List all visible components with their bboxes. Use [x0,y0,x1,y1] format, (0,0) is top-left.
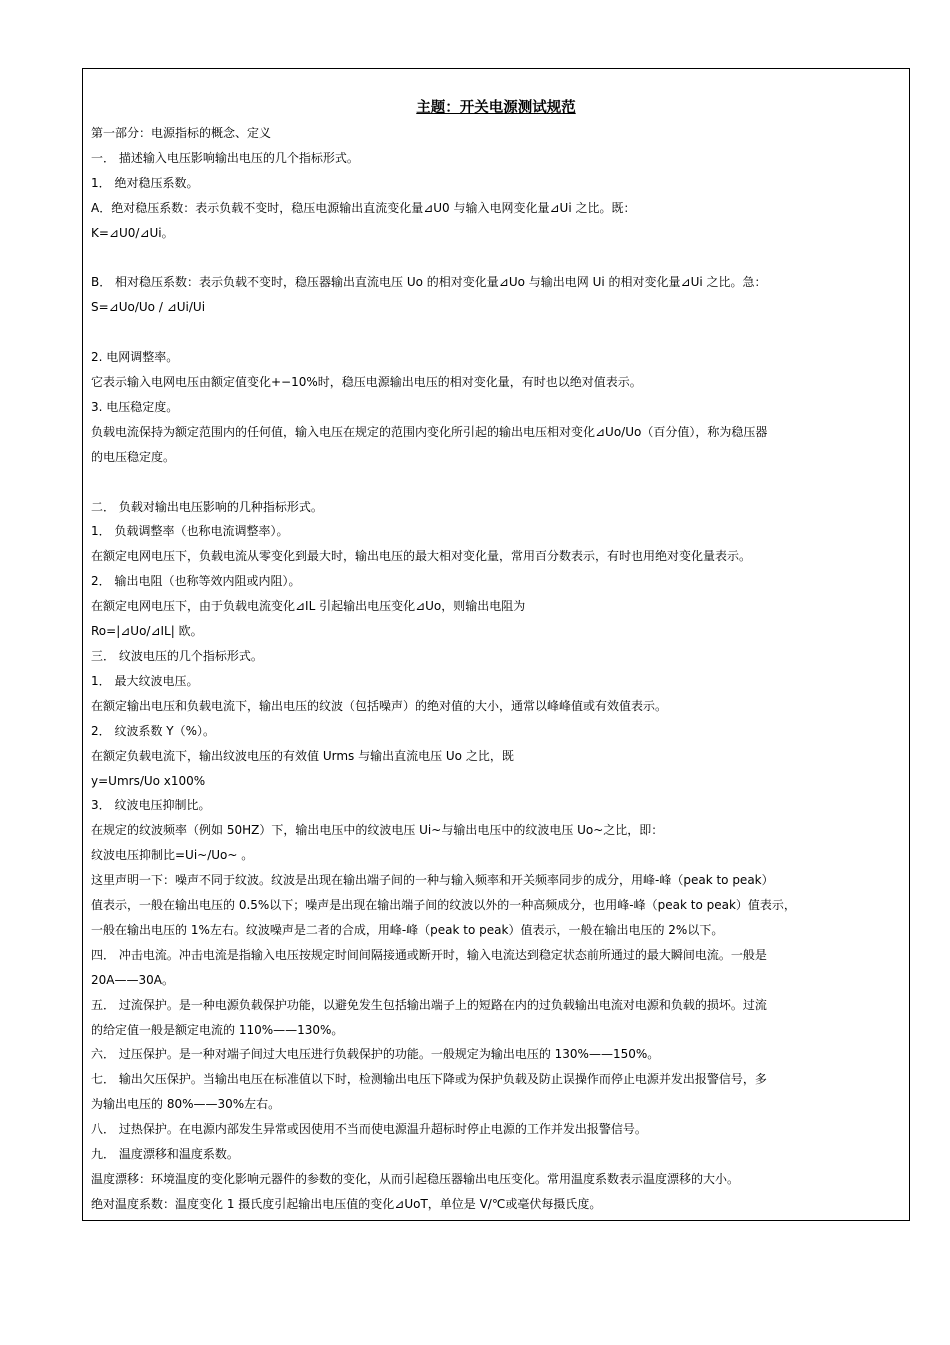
text-line: 2． 输出电阻（也称等效内阻或内阻）。 [91,574,301,589]
text-line: 1． 负载调整率（也称电流调整率）。 [91,524,289,539]
text-line: 温度漂移：环境温度的变化影响元器件的参数的变化，从而引起稳压器输出电压变化。常用温度系数表示温度漂移的大小。 [91,1172,740,1187]
text-line: 在额定电网电压下，负载电流从零变化到最大时，输出电压的最大相对变化量，常用百分数表示，有时也用绝对变化量表示。 [91,549,752,564]
text-line: 九． 温度漂移和温度系数。 [91,1147,239,1162]
text-line: 纹波电压抑制比=Ui~/Uo~ 。 [91,848,254,863]
text-line: S=⊿Uo/Uo / ⊿Ui/Ui [91,300,206,315]
text-line: 一般在输出电压的 1%左右。纹波噪声是二者的合成，用峰-峰（peak to peak）值表示，一般在输出电压的 2%以下。 [91,922,724,937]
text-line: 在规定的纹波频率（例如 50HZ）下，输出电压中的纹波电压 Ui~与输出电压中的纹波电压 Uo~之比，即： [91,823,664,838]
text-line: 值表示，一般在输出电压的 0.5%以下；噪声是出现在输出端子间的纹波以外的一种高频成分，也用峰-峰（peak to peak）值表示， [91,898,796,913]
text-line: 这里声明一下：噪声不同于纹波。纹波是出现在输出端子间的一种与输入频率和开关频率同步的成分，用峰-峰（peak to peak） [91,873,774,888]
text-line: 二． 负载对输出电压影响的几种指标形式。 [91,499,323,514]
text-line: 第一部分：电源指标的概念、定义 [91,126,272,140]
text-line: 的给定值一般是额定电流的 110%——130%。 [91,1022,344,1037]
text-line: 绝对温度系数：温度变化 1 摄氏度引起输出电压值的变化⊿UoT，单位是 V/℃或毫伏每摄氏度。 [91,1196,602,1211]
text-line: 三． 纹波电压的几个指标形式。 [91,648,263,663]
text-line: y=Umrs/Uo x100% [91,773,206,788]
text-line: 20A——30A。 [91,972,174,987]
text-line: 一． 描述输入电压影响输出电压的几个指标形式。 [91,150,359,165]
text-line: 四． 冲击电流。冲击电流是指输入电压按规定时间间隔接通或断开时，输入电流达到稳定状态前所通过的最大瞬间电流。一般是 [91,947,767,962]
text-line: A．绝对稳压系数：表示负载不变时，稳压电源输出直流变化量⊿U0 与输入电网变化量⊿Ui 之比。既： [91,200,636,215]
text-line: 的电压稳定度。 [91,449,176,464]
text-line: 1． 最大纹波电压。 [91,673,199,688]
text-line: 七． 输出欠压保护。当输出电压在标准值以下时，检测输出电压下降或为保护负载及防止误操作而停止电源并发出报警信号，多 [91,1072,767,1087]
text-line: 3． 纹波电压抑制比。 [91,798,211,813]
text-line: K=⊿U0/⊿Ui。 [91,225,174,240]
blank-line [91,246,903,271]
text-line: B． 相对稳压系数：表示负载不变时，稳压器输出直流电压 Uo 的相对变化量⊿Uo 与输出电网 Ui 的相对变化量⊿Ui 之比。急： [91,275,767,290]
text-line: 2． 纹波系数 Y（%）。 [91,723,215,738]
document-body [91,121,903,1217]
text-line: Ro=|⊿Uo/⊿IL| 欧。 [91,624,203,639]
document-frame [82,68,910,1221]
text-line: 它表示输入电网电压由额定值变化+−10%时，稳压电源输出电压的相对变化量，有时也以绝对值表示。 [91,375,642,390]
text-line: 为输出电压的 80%——30%左右。 [91,1097,281,1112]
text-line: 八． 过热保护。在电源内部发生异常或因使用不当而使电源温升超标时停止电源的工作并发出报警信号。 [91,1122,647,1137]
text-line: 1． 绝对稳压系数。 [91,175,199,190]
text-line: 在额定输出电压和负载电流下，输出电压的纹波（包括噪声）的绝对值的大小，通常以峰峰值或有效值表示。 [91,698,668,713]
text-line: 负载电流保持为额定范围内的任何值，输入电压在规定的范围内变化所引起的输出电压相对变化⊿Uo/Uo（百分值），称为稳压器 [91,424,768,439]
text-line: 2. 电网调整率。 [91,350,179,365]
text-line: 在额定负载电流下，输出纹波电压的有效值 Urms 与输出直流电压 Uo 之比，既 [91,748,514,763]
text-line: 在额定电网电压下，由于负载电流变化⊿IL 引起输出电压变化⊿Uo，则输出电阻为 [91,599,526,614]
text-line: 六． 过压保护。是一种对端子间过大电压进行负载保护的功能。一般规定为输出电压的 130%——150%。 [91,1047,660,1062]
blank-line [91,320,903,345]
blank-line [91,470,903,495]
text-line: 五． 过流保护。是一种电源负载保护功能，以避免发生包括输出端子上的短路在内的过负载输出电流对电源和负载的损坏。过流 [91,997,767,1012]
document-title: 主题：开关电源测试规范 [416,100,576,116]
text-line: 3. 电压稳定度。 [91,399,179,414]
